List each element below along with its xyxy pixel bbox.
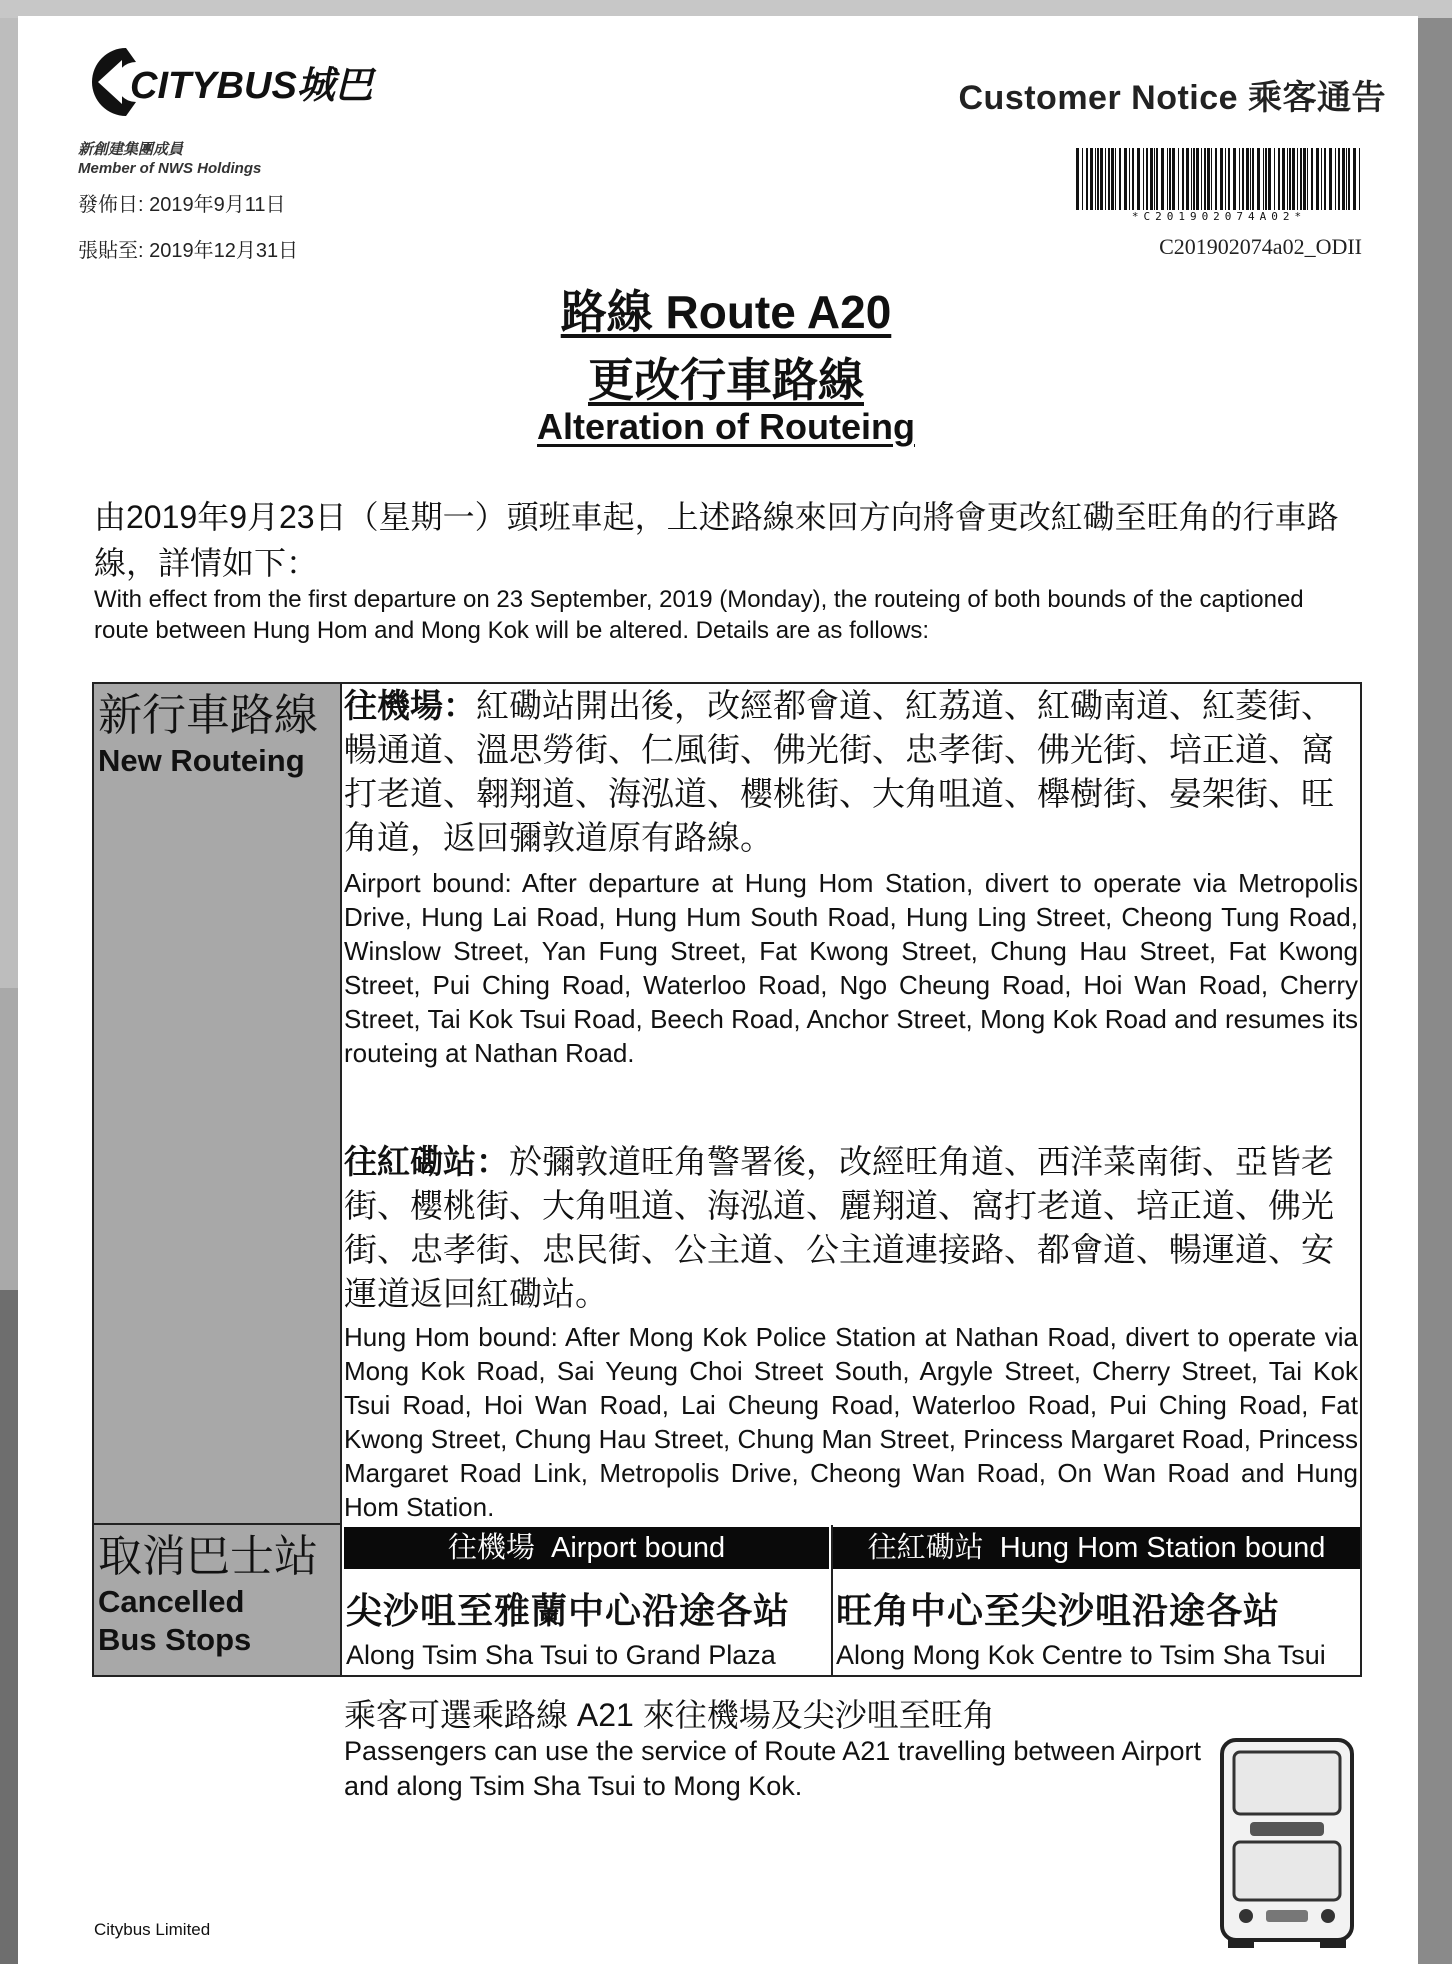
barcode-bar <box>1201 148 1202 210</box>
cancelled-label-zh: 取消巴士站 <box>98 1532 318 1581</box>
barcode-bar <box>1161 148 1164 210</box>
hunghom-hdr-zh: 往紅磡站 <box>867 1532 984 1564</box>
member-en: Member of NWS Holdings <box>78 160 262 177</box>
logo-text: CITYBUS城巴 <box>130 65 373 107</box>
company-name: Citybus Limited <box>94 1920 211 1939</box>
change-title-en-text: Alteration of Routeing <box>537 406 915 447</box>
barcode-bar <box>1335 148 1336 210</box>
barcode-bar <box>1289 148 1291 210</box>
airport-routeing-en: Airport bound: After departure at Hung Hom Station, divert to operate via Metropolis Drive, Hung Lai Road, Hung Hum South Road, Hung Ling Street, Cheong Tung Road, Winslow Street, Yan Fung Street, Fat Kwong Street, Chung Hau Street, Fat Kwong Street, Pui Ching Road, Waterloo Road, Ngo Cheung Road, Hoi Wan Road, Cherry Street, Tai Kok Tsui Road, Beech Road, Anchor Street, Mong Kok Road and resumes its routeing at Nathan Road. <box>344 868 1358 1068</box>
barcode-bar <box>1095 148 1096 210</box>
airport-bound-header <box>344 1527 829 1569</box>
airport-cancelled-stops-zh: 尖沙咀至雅蘭中心沿途各站 <box>346 1590 791 1631</box>
airport-head-zh: 往機場： <box>344 687 476 724</box>
hunghom-bound-header <box>833 1527 1360 1569</box>
barcode-bar <box>1297 148 1298 210</box>
barcode-bar <box>1311 148 1313 210</box>
document-reference: C201902074a02_ODII <box>1159 234 1362 259</box>
barcode-bar <box>1252 148 1254 210</box>
airport-bound-block <box>344 684 1358 1070</box>
barcode-bar <box>1111 148 1114 210</box>
barcode-bar <box>1196 148 1199 210</box>
barcode-bar <box>1172 148 1175 210</box>
intro-zh: 由2019年9月23日（星期一）頭班車起，上述路線來回方向將會更改紅磡至旺角的行車路線，詳情如下： <box>94 499 1339 581</box>
airport-routeing-zh <box>344 684 1358 860</box>
new-routeing-label-zh: 新行車路線 <box>98 691 318 740</box>
barcode-bar <box>1193 148 1195 210</box>
barcode-bar <box>1137 148 1140 210</box>
hunghom-routeing-zh <box>344 1140 1358 1316</box>
barcode-bar <box>1182 148 1184 210</box>
barcode-bar <box>1191 148 1192 210</box>
barcode-bar <box>1348 148 1350 210</box>
scan-left-edge <box>0 18 18 988</box>
barcode-bar <box>1278 148 1280 210</box>
barcode-bar <box>1119 148 1121 210</box>
barcode-bar <box>1100 148 1103 210</box>
barcode-bar <box>1233 148 1236 210</box>
barcode-bar <box>1169 148 1171 210</box>
barcode-bar <box>1207 148 1210 210</box>
barcode-bar <box>1090 148 1093 210</box>
barcode-bar <box>1346 148 1347 210</box>
barcode-bar <box>1242 148 1244 210</box>
barcode-icon <box>1074 148 1364 210</box>
barcode-bar <box>1250 148 1251 210</box>
barcode-bar <box>1300 148 1302 210</box>
barcode-bar <box>1228 148 1230 210</box>
barcode-bar <box>1321 148 1322 210</box>
barcode-bar <box>1220 148 1223 210</box>
barcode-text: *C201902074A02* <box>1131 210 1307 223</box>
barcode-bar <box>1076 148 1079 210</box>
hunghom-bound-block <box>344 1140 1358 1524</box>
barcode-bar <box>1274 148 1275 210</box>
change-title-en <box>0 406 1452 448</box>
new-routeing-label-cell <box>92 682 342 1525</box>
hunghom-hdr-en: Hung Hom Station bound <box>999 1532 1326 1564</box>
barcode-bar <box>1287 148 1288 210</box>
cancelled-label-cell <box>92 1523 342 1677</box>
barcode-bar <box>1124 148 1127 210</box>
member-zh: 新創建集團成員 <box>78 141 184 158</box>
barcode-bar <box>1225 148 1226 210</box>
barcode-bar <box>1265 148 1267 210</box>
barcode-bar <box>1359 148 1360 210</box>
hunghom-cancelled-stops-en: Along Mong Kok Centre to Tsim Sha Tsui <box>836 1640 1326 1670</box>
barcode-bar <box>1167 148 1168 210</box>
alternative-route-en: Passengers can use the service of Route A21 travelling between Airport and along Tsim Sha Tsui to Mong Kok. <box>344 1736 1201 1801</box>
intro-en: With effect from the first departure on 23 September, 2019 (Monday), the routeing of both bounds of the captioned route between Hung Hom and Mong Kok will be altered. Details are as follows: <box>94 586 1304 644</box>
barcode-bar <box>1154 148 1155 210</box>
barcode-bar <box>1129 148 1130 210</box>
barcode-bar <box>1186 148 1189 210</box>
barcode-bar <box>1156 148 1158 210</box>
barcode-bar <box>1263 148 1264 210</box>
barcode-bar <box>1105 148 1106 210</box>
barcode-bar <box>1303 148 1306 210</box>
barcode-bar <box>1268 148 1271 210</box>
airport-hdr-en: Airport bound <box>551 1532 726 1564</box>
barcode-bar <box>1204 148 1206 210</box>
barcode-bar <box>1146 148 1148 210</box>
notice-heading: Customer Notice 乘客通告 <box>958 79 1386 117</box>
barcode-bar <box>1316 148 1319 210</box>
barcode-bar <box>1246 148 1249 210</box>
hunghom-head-zh: 往紅磡站： <box>344 1143 509 1180</box>
airport-cancelled-stops-en: Along Tsim Sha Tsui to Grand Plaza <box>346 1640 776 1670</box>
hunghom-text-zh: 於彌敦道旺角警署後，改經旺角道、西洋菜南街、亞皆老街、櫻桃街、大角咀道、海泓道、麗翔道、窩打老道、培正道、佛光街、忠孝街、忠民街、公主道、公主道連接路、都會道、暢運道、安運道返回紅磡站。 <box>344 1143 1334 1312</box>
barcode-bar <box>1353 148 1356 210</box>
barcode-bar <box>1178 148 1179 210</box>
barcode-bar <box>1324 148 1326 210</box>
airport-hdr-zh: 往機場 <box>447 1532 535 1564</box>
airport-text-zh: 紅磡站開出後，改經都會道、紅荔道、紅磡南道、紅菱街、暢通道、溫思勞街、仁風街、佛光街、忠孝街、佛光街、培正道、窩打老道、翱翔道、海泓道、櫻桃街、大角咀道、櫸樹街、晏架街、旺角道，返回彌敦道原有路線。 <box>344 687 1334 856</box>
cancelled-label-en-1: Cancelled <box>98 1584 245 1619</box>
barcode-bar <box>1108 148 1110 210</box>
hunghom-cancelled-stops-zh: 旺角中心至尖沙咀沿途各站 <box>836 1590 1281 1631</box>
alternative-route-zh: 乘客可選乘路線 A21 來往機場及尖沙咀至旺角 <box>344 1697 995 1733</box>
barcode-bar <box>1150 148 1153 210</box>
route-title <box>0 276 1452 342</box>
member-line <box>78 140 261 178</box>
change-title-zh-text: 更改行車路線 <box>588 354 864 406</box>
barcode-bar <box>1338 148 1340 210</box>
barcode-bar <box>1329 148 1332 210</box>
bus-illustration-icon <box>1212 1730 1362 1950</box>
barcode-bar <box>1143 148 1144 210</box>
barcode-bar <box>1086 148 1088 210</box>
new-routeing-label-en: New Routeing <box>98 743 305 778</box>
barcode-bar <box>1115 148 1116 210</box>
citybus-logo <box>78 42 388 122</box>
cancelled-label-en-2: Bus Stops <box>98 1622 252 1657</box>
barcode-bar <box>1215 148 1217 210</box>
barcode-bar <box>1211 148 1212 210</box>
barcode-bar <box>1097 148 1099 210</box>
scan-left-edge-dark <box>0 1290 18 1964</box>
barcode-bar <box>1257 148 1260 210</box>
hunghom-routeing-en: Hung Hom bound: After Mong Kok Police Station at Nathan Road, divert to operate via Mong Kok Road, Sai Yeung Choi Street South, Argyle Street, Cherry Street, Tai Kok Tsui Road, Hoi Wan Road, Lai Cheung Road, Waterloo Road, Pui Ching Road, Fat Kwong Street, Chung Hau Street, Chung Man Street, Princess Margaret Road, Princess Margaret Road Link, Metropolis Drive, Cheong Wan Road, On Wan Road and Hung Hom Station. <box>344 1322 1358 1522</box>
issue-date: 發佈日: 2019年9月11日 <box>78 194 286 216</box>
barcode-bar <box>1307 148 1308 210</box>
barcode-bar <box>1239 148 1240 210</box>
barcode-bar <box>1292 148 1295 210</box>
cancelled-column-divider <box>831 1525 833 1677</box>
barcode-bar <box>1132 148 1134 210</box>
post-until-date: 張貼至: 2019年12月31日 <box>78 240 299 262</box>
change-title-zh <box>0 344 1452 410</box>
barcode-bar <box>1342 148 1345 210</box>
barcode-bar <box>1082 148 1083 210</box>
barcode-bar <box>1282 148 1285 210</box>
route-title-text: 路線 Route A20 <box>560 286 892 338</box>
